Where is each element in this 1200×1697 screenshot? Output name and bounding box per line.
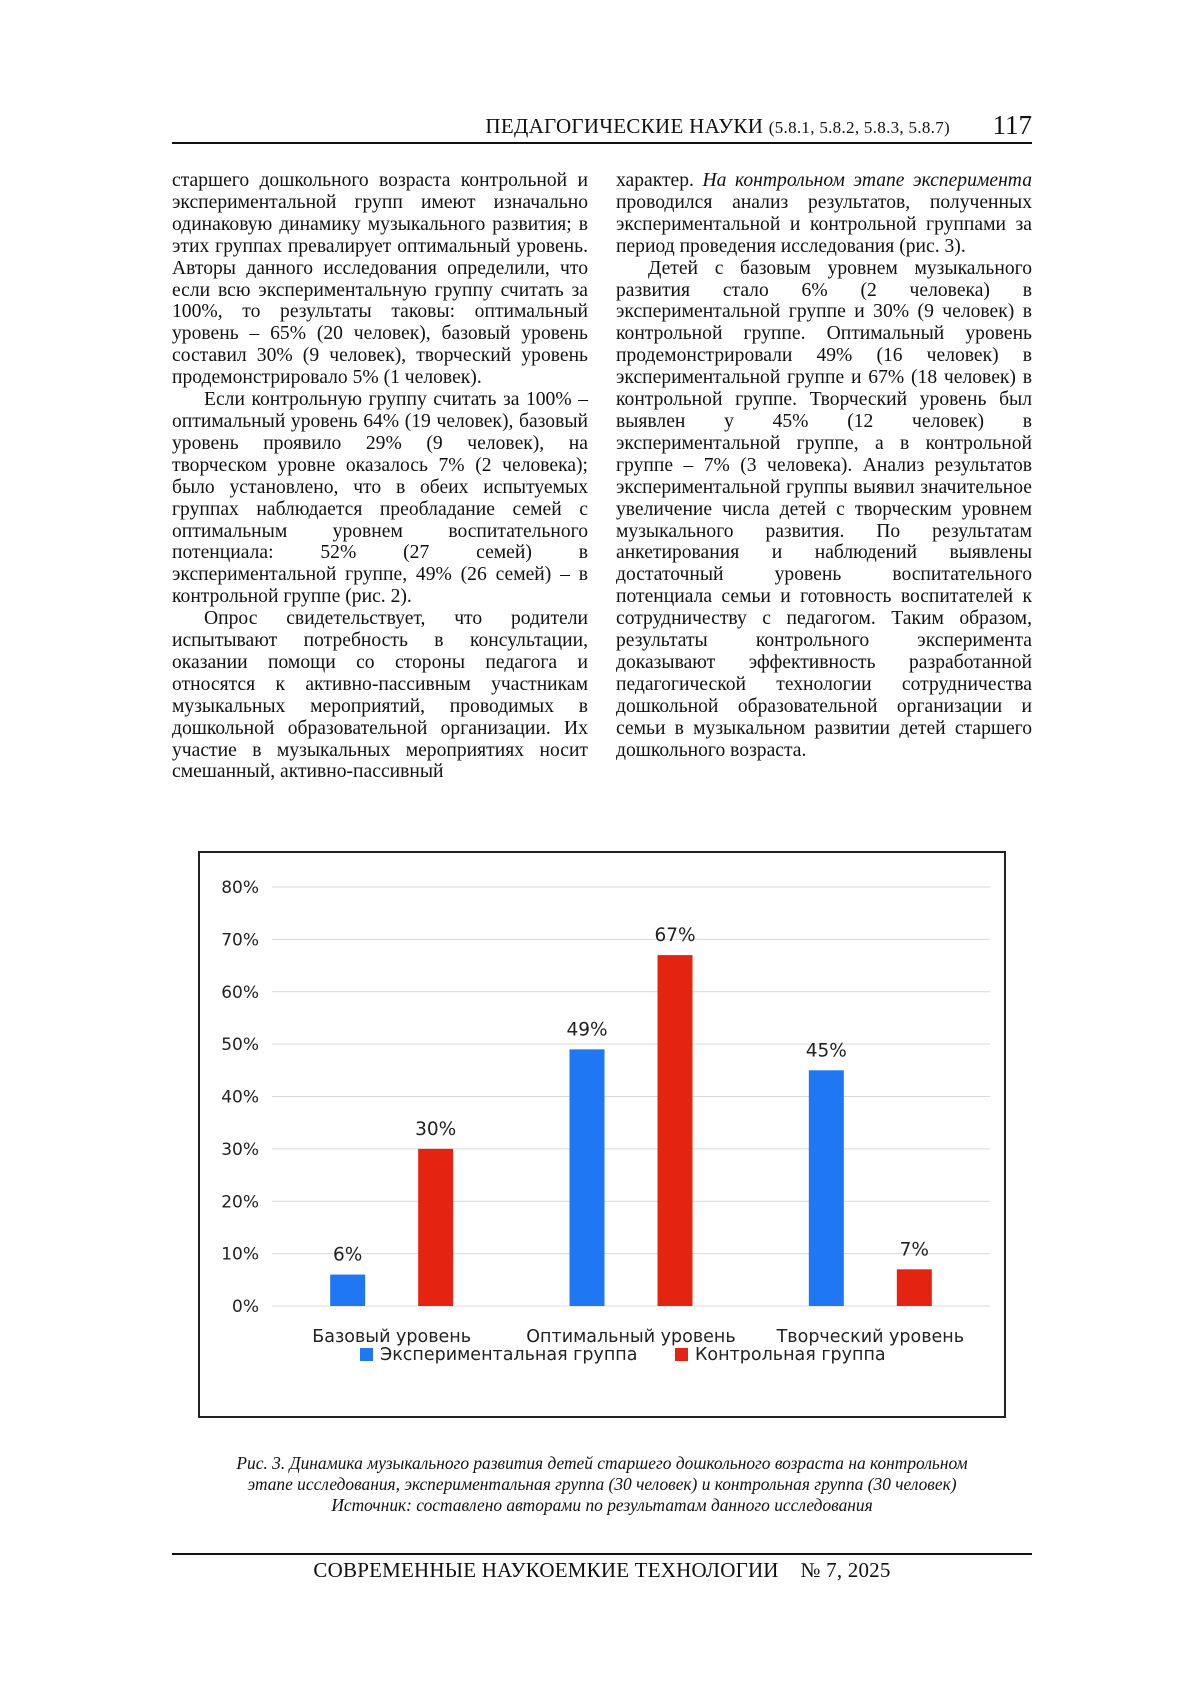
bar-chart	[200, 853, 1004, 1416]
x-tick-label: Базовый уровень	[312, 1327, 472, 1347]
y-tick-label: 50%	[221, 1035, 259, 1056]
legend-swatch	[360, 1348, 373, 1361]
y-tick-label: 0%	[232, 1297, 259, 1317]
text-run: проводился анализ результатов, полученных экспериментальной и контрольной группами за период проведения исследования (рис. 3).	[616, 191, 1032, 257]
bar	[330, 1275, 365, 1306]
footer-journal: СОВРЕМЕННЫЕ НАУКОЕМКИЕ ТЕХНОЛОГИИ	[313, 1558, 779, 1582]
caption-source: Источник: составлено авторами по результатам данного исследования	[331, 1495, 873, 1515]
legend-label: Контрольная группа	[695, 1345, 886, 1365]
data-label: 30%	[415, 1118, 457, 1140]
legend-swatch	[675, 1348, 688, 1361]
bar	[570, 1049, 605, 1306]
header-rule	[172, 142, 1032, 144]
emphasis-text: На контрольном этапе эксперимента	[702, 170, 1032, 191]
data-label: 49%	[566, 1019, 608, 1041]
legend-label: Экспериментальная группа	[380, 1345, 638, 1365]
bar	[897, 1269, 932, 1306]
running-header	[172, 110, 1032, 146]
page-number: 117	[992, 110, 1032, 140]
bar-chart-figure	[198, 851, 1006, 1418]
bar	[809, 1070, 844, 1306]
paragraph: Детей с базовым уровнем музыкального развития стало 6% (2 человека) в экспериментальной группе и 30% (9 человек) в контрольной группе. Оптимальный уровень продемонстрировали 49% (16 человек) в экспериментальной группе и 67% (18 человек) в контрольной группе. Творческий уровень был выявлен у 45% (12 человек) в экспериментальной группе, а в контрольной группе – 7% (3 человека). Анализ результатов экспериментальной группы выявил значительное увеличение числа детей с творческим уровнем музыкального развития. По результатам анкетирования и наблюдений выявлены достаточный уровень воспитательного потенциала семьи и готовность воспитателей к сотрудничеству с педагогом. Таким образом, результаты контрольного эксперимента доказывают эффективность разработанной педагогической технологии сотрудничества дошкольной образовательной организации и семьи в музыкальном развитии детей старшего дошкольного возраста.	[616, 257, 1032, 761]
y-tick-label: 20%	[221, 1192, 259, 1213]
bar	[418, 1149, 453, 1306]
x-tick-label: Оптимальный уровень	[526, 1327, 736, 1347]
data-label: 7%	[899, 1239, 930, 1261]
journal-section-title	[172, 114, 950, 139]
running-footer	[172, 1558, 1032, 1583]
figure-caption	[172, 1453, 1032, 1516]
paragraph: Опрос свидетельствует, что родители испытывают потребность в консультации, оказании помощи со стороны педагога и относятся к активно-пассивным участникам музыкальных мероприятий, проводимых в дошкольной образовательной организации. Их участие в музыкальных мероприятиях носит смешанный, активно-пассивный	[172, 608, 588, 783]
x-tick-label: Творческий уровень	[776, 1327, 965, 1347]
y-tick-label: 10%	[221, 1244, 259, 1265]
footer-rule	[172, 1553, 1032, 1555]
text-run: характер.	[616, 170, 703, 191]
y-tick-label: 40%	[221, 1087, 259, 1108]
paragraph	[616, 170, 1032, 258]
y-tick-label: 70%	[221, 930, 259, 951]
bar	[658, 955, 693, 1306]
data-label: 6%	[332, 1244, 363, 1266]
paragraph: старшего дошкольного возраста контрольной и экспериментальной групп имеют изначально одинаковую динамику музыкального развития; в этих группах превалирует оптимальный уровень. Авторы данного исследования определили, что если всю экспериментальную группу считать за 100%, то результаты таковы: оптимальный уровень – 65% (20 человек), базовый уровень составил 30% (9 человек), творческий уровень продемонстрировало 5% (1 человек).	[172, 170, 588, 389]
y-tick-label: 80%	[221, 878, 259, 898]
section-codes: (5.8.1, 5.8.2, 5.8.3, 5.8.7)	[768, 118, 950, 137]
paragraph: Если контрольную группу считать за 100% – оптимальный уровень 64% (19 человек), базовый уровень проявило 29% (9 человек), на творческом уровне оказалось 7% (2 человека); было установлено, что в обеих испытуемых группах наблюдается преобладание семей с оптимальным уровнем воспитательного потенциала: 52% (27 семей) в экспериментальной группе, 49% (26 семей) – в контрольной группе (рис. 2).	[172, 389, 588, 608]
y-tick-label: 30%	[221, 1139, 259, 1160]
data-label: 67%	[654, 925, 696, 947]
section-name: ПЕДАГОГИЧЕСКИЕ НАУКИ	[485, 114, 764, 138]
footer-issue: № 7, 2025	[800, 1558, 891, 1582]
right-column	[616, 170, 1032, 761]
caption-line: Рис. 3. Динамика музыкального развития детей старшего дошкольного возраста на контрольном	[236, 1453, 968, 1473]
data-label: 45%	[805, 1040, 847, 1062]
left-column	[172, 170, 588, 783]
caption-line: этапе исследования, экспериментальная группа (30 человек) и контрольная группа (30 человек)	[247, 1474, 957, 1494]
y-tick-label: 60%	[221, 982, 259, 1003]
